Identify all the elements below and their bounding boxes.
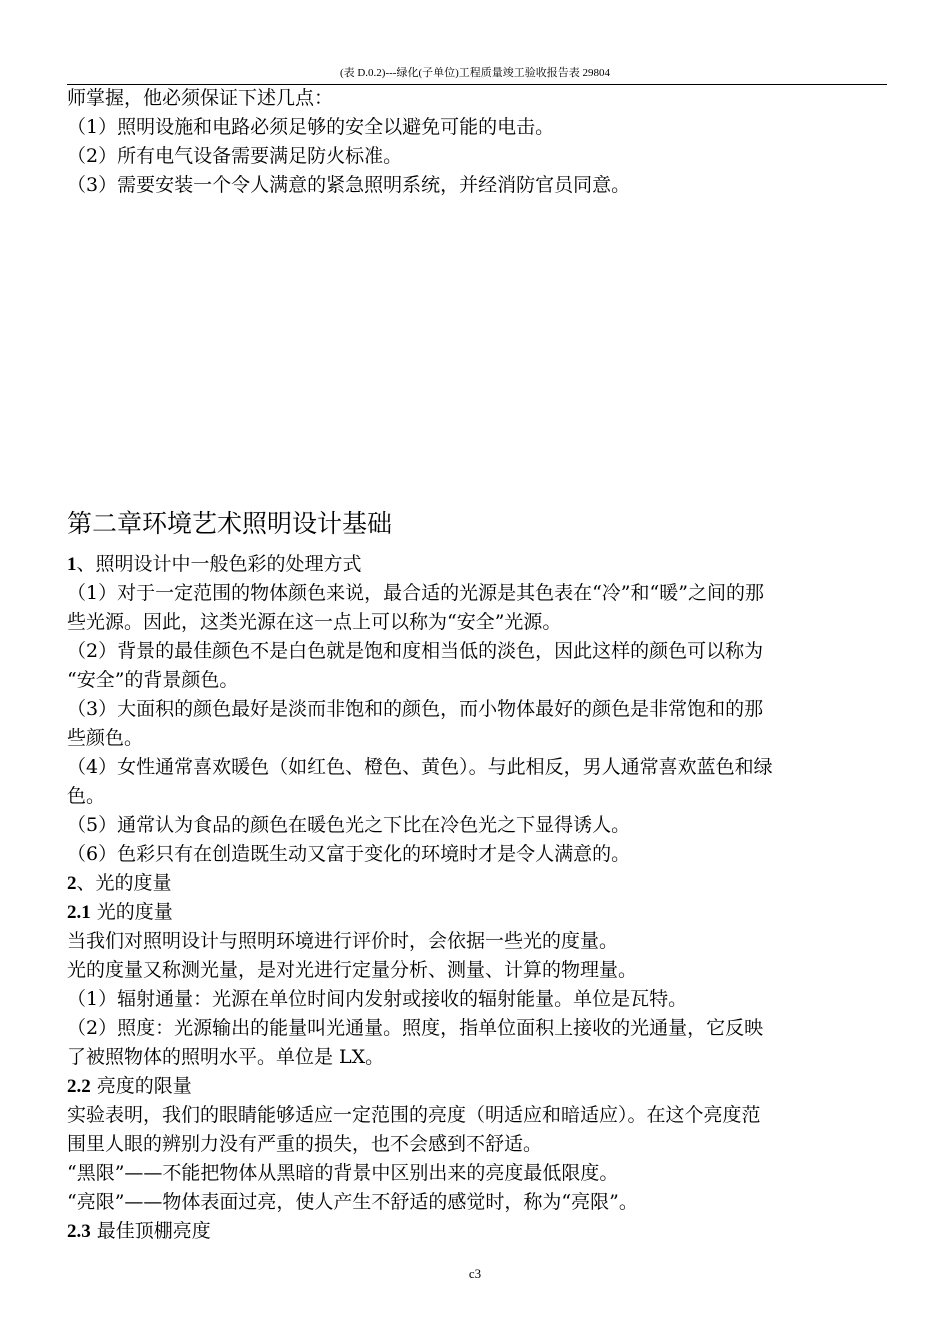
subsection-2-1-line: 光的度量又称测光量，是对光进行定量分析、测量、计算的物理量。 [67,959,638,981]
section-1-line: 色。 [67,785,106,807]
section-1-heading [67,550,887,579]
section-1-line: （1）对于一定范围的物体颜色来说，最合适的光源是其色表在“冷”和“暖”之间的那 [67,582,764,604]
subsection-2-2-line: “亮限”——物体表面过亮，使人产生不舒适的感觉时，称为“亮限”。 [67,1191,638,1213]
section-1-line: “安全”的背景颜色。 [67,669,239,691]
subsection-2-2-number: 2.2 [67,1076,91,1097]
section-1-line: 些光源。因此，这类光源在这一点上可以称为“安全”光源。 [67,611,562,633]
section-1-line: （4）女性通常喜欢暖色（如红色、橙色、黄色）。与此相反，男人通常喜欢蓝色和绿 [67,756,773,778]
section-1-line: 些颜色。 [67,727,144,749]
subsection-2-3-number: 2.3 [67,1221,91,1242]
subsection-2-2-title: 亮度的限量 [90,1075,192,1097]
subsection-2-1-heading [67,898,887,927]
subsection-2-1-line: 了被照物体的照明水平。单位是 LX。 [67,1046,385,1068]
intro-line-4: （3）需要安装一个令人满意的紧急照明系统，并经消防官员同意。 [67,174,631,196]
section-1-line: （5）通常认为食品的颜色在暖色光之下比在冷色光之下显得诱人。 [67,814,631,836]
section-1-line: （6）色彩只有在创造既生动又富于变化的环境时才是令人满意的。 [67,843,631,865]
section-2-number: 2 [67,873,77,894]
section-1-line: （2）背景的最佳颜色不是白色就是饱和度相当低的淡色，因此这样的颜色可以称为 [67,640,764,662]
section-2-heading [67,869,887,898]
section-2-title: 、光的度量 [76,872,172,894]
intro-line-3: （2）所有电气设备需要满足防火标准。 [67,145,403,167]
intro-line-2: （1）照明设施和电路必须足够的安全以避免可能的电击。 [67,116,555,138]
intro-line-1: 师掌握，他必须保证下述几点： [67,87,334,109]
subsection-2-1-number: 2.1 [67,902,91,923]
subsection-2-1-line: 当我们对照明设计与照明环境进行评价时，会依据一些光的度量。 [67,930,619,952]
subsection-2-2-line: 实验表明，我们的眼睛能够适应一定范围的亮度（明适应和暗适应）。在这个亮度范 [67,1104,761,1126]
subsection-2-3-title: 最佳顶棚亮度 [90,1220,211,1242]
page-header: (表 D.0.2)---绿化(子单位)工程质量竣工验收报告表 29804 [339,67,611,79]
chapter-title: 第二章环境艺术照明设计基础 [67,509,393,538]
section-1-title: 、照明设计中一般色彩的处理方式 [76,553,362,575]
page-number: c3 [468,1266,482,1281]
subsection-2-2-line: “黑限”——不能把物体从黑暗的背景中区别出来的亮度最低限度。 [67,1162,619,1184]
subsection-2-1-title: 光的度量 [90,901,173,923]
subsection-2-3-heading [67,1217,887,1246]
subsection-2-2-line: 围里人眼的辨别力没有严重的损失，也不会感到不舒适。 [67,1133,543,1155]
subsection-2-1-line: （1）辐射通量：光源在单位时间内发射或接收的辐射能量。单位是瓦特。 [67,988,688,1010]
section-1-number: 1 [67,554,77,575]
subsection-2-2-heading [67,1072,887,1101]
subsection-2-1-line: （2）照度：光源输出的能量叫光通量。照度，指单位面积上接收的光通量，它反映 [67,1017,764,1039]
section-1-line: （3）大面积的颜色最好是淡而非饱和的颜色，而小物体最好的颜色是非常饱和的那 [67,698,764,720]
